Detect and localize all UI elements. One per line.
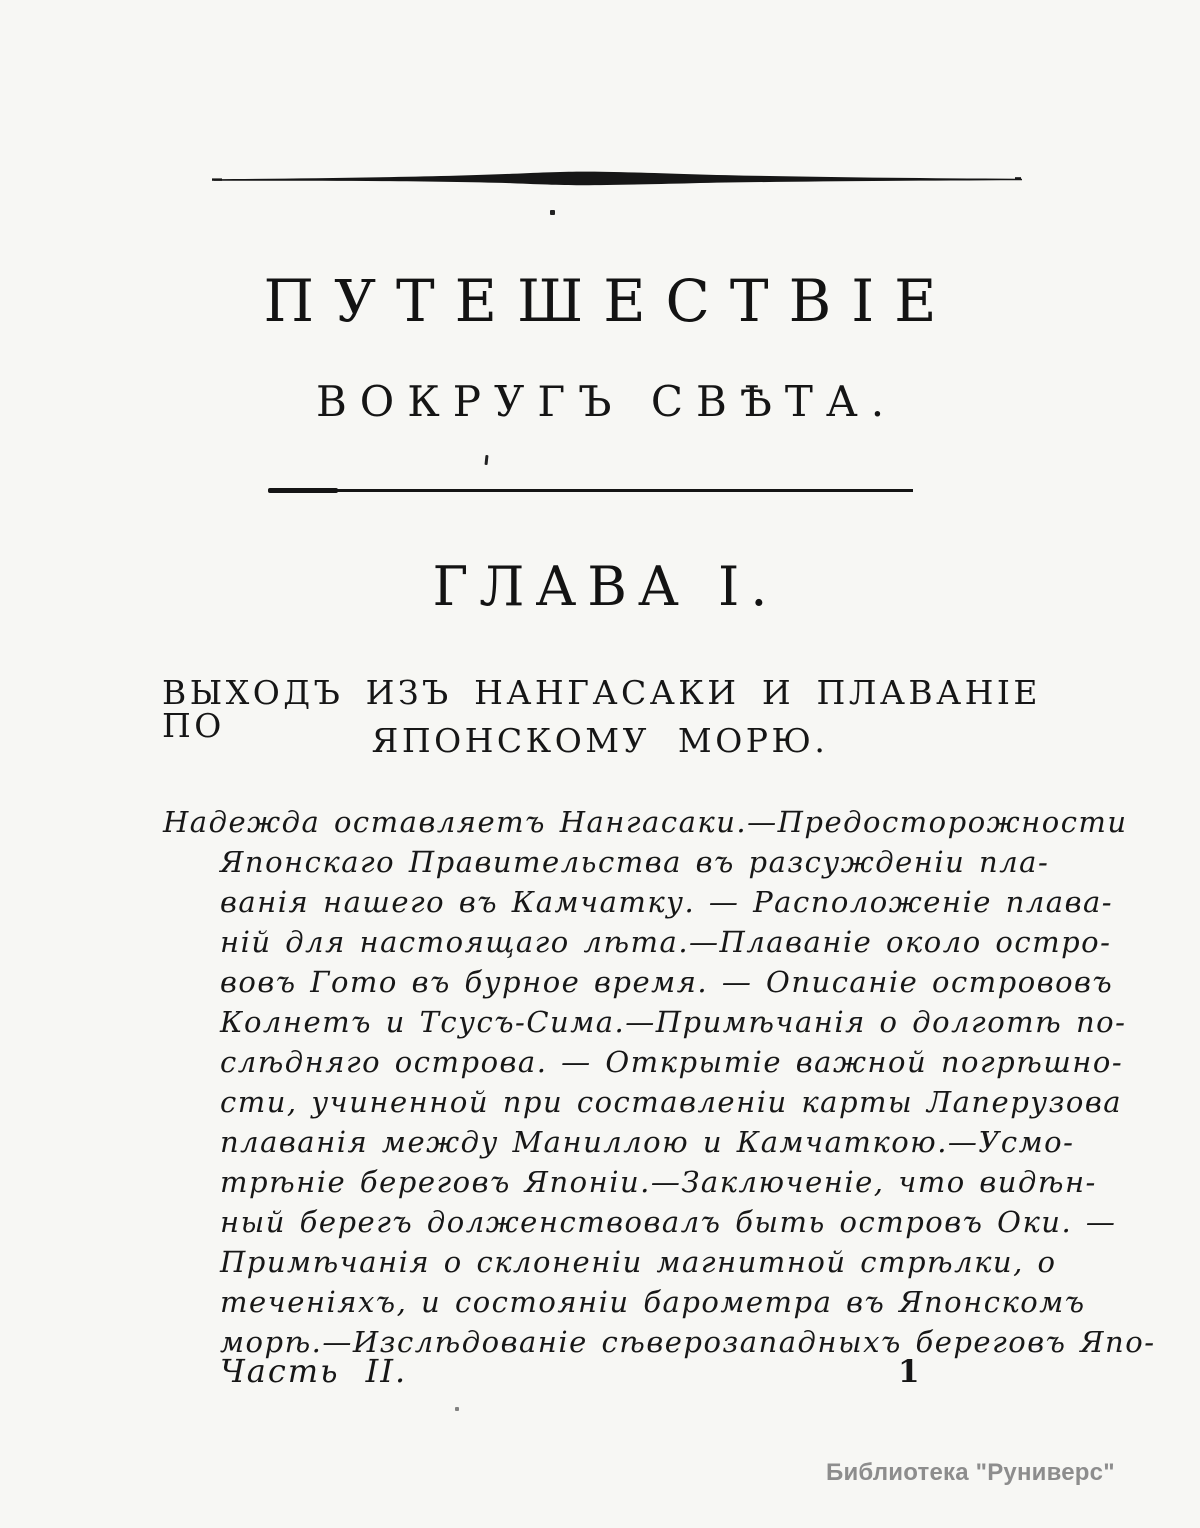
library-watermark: Библиотека "Руниверс" xyxy=(826,1459,1115,1486)
summary-line: ванія нашего въ Камчатку. — Расположеніе плава- xyxy=(220,885,1114,919)
summary-line: ный берегъ долженствовалъ быть островъ Оки. — xyxy=(220,1205,1117,1239)
page-number: 1 xyxy=(898,1354,920,1390)
summary-line: вовъ Гото въ бурное время. — Описаніе острововъ xyxy=(220,965,1114,999)
summary-line: трѣніе береговъ Японіи.—Заключеніе, что видѣн- xyxy=(220,1165,1097,1199)
ink-speck xyxy=(455,1407,459,1411)
ornamental-rule-top xyxy=(212,167,1024,189)
summary-line: Колнетъ и Тсусъ-Сима.—Примѣчанія о долготѣ по- xyxy=(220,1005,1127,1039)
summary-line: плаванія между Маниллою и Камчаткою.—Усмо- xyxy=(220,1125,1075,1159)
chapter-heading: ГЛАВА I. xyxy=(432,555,779,618)
chapter-subtitle-line2: ЯПОНСКОМУ МОРЮ. xyxy=(371,721,829,760)
summary-line: сти, учиненной при составленіи карты Лаперузова xyxy=(220,1085,1123,1119)
part-label: Часть II. xyxy=(220,1352,408,1390)
summary-line: Примѣчанія о склоненіи магнитной стрѣлки, о xyxy=(220,1245,1057,1279)
ink-speck xyxy=(484,455,488,465)
book-title-line2: ВОКРУГЪ СВѢТА. xyxy=(315,377,898,426)
summary-line: Надежда оставляетъ Нангасаки.—Предосторожности xyxy=(163,805,1128,839)
ink-speck xyxy=(550,210,555,215)
chapter-subtitle-line1: ВЫХОДЪ ИЗЪ НАНГАСАКИ И ПЛАВАНІЕ ПО xyxy=(162,673,1041,745)
book-title-line1: ПУТЕШЕСТВІЕ xyxy=(263,267,957,335)
summary-line: теченіяхъ, и состояніи барометра въ Японскомъ xyxy=(220,1285,1086,1319)
summary-line: морѣ.—Изслѣдованіе сѣверозападныхъ береговъ Япо- xyxy=(220,1325,1156,1359)
divider-rule xyxy=(271,489,913,492)
summary-line: слѣдняго острова. — Открытіе важной погрѣшно- xyxy=(220,1045,1124,1079)
chapter-summary xyxy=(163,802,1156,1362)
summary-line: Японскаго Правительства въ разсужденіи пла- xyxy=(220,845,1050,879)
summary-line: ній для настоящаго лѣта.—Плаваніе около остро- xyxy=(220,925,1112,959)
